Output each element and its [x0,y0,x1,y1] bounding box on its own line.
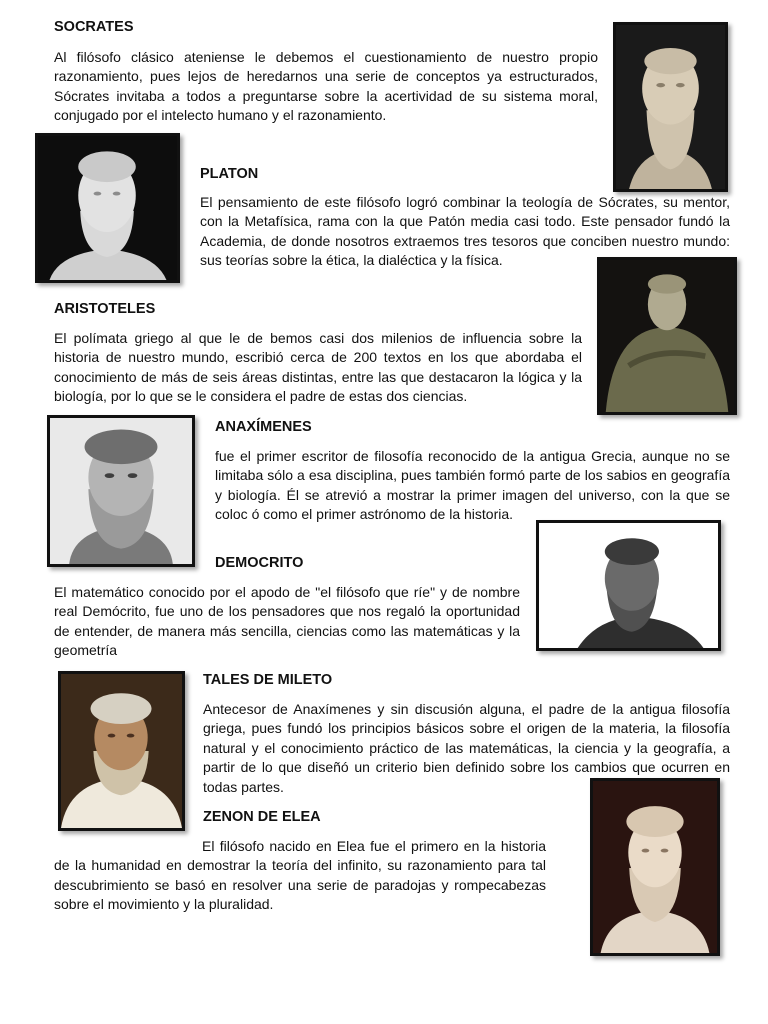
paragraph-democrito: El matemático conocido por el apodo de "el filósofo que ríe" y de nombre real Demócrito, fue uno de los pensadores que nos regaló la oportunidad de entender, de manera más sencilla, ciencias como las matemáticas y la geometría [54,584,520,659]
portrait-democrito [536,520,721,651]
paragraph-tales-de-mileto: Antecesor de Anaxímenes y sin discusión alguna, el padre de la antigua filosofía griega, pues fundó los principios básicos sobre el origen de la materia, la filosofía natural y el conocimiento práctico de las matemáticas, la ciencia y la geografía, a partir de lo que diseñó un criterio bien definido sobre los cambios que ocurren en todas partes. [203,701,730,795]
heading-anaximenes: ANAXÍMENES [215,419,312,435]
heading-socrates: SOCRATES [54,19,134,35]
portrait-anaximenes [47,415,195,567]
heading-democrito: DEMOCRITO [215,555,304,571]
portrait-platon [35,133,180,283]
portrait-aristoteles [597,257,737,415]
portrait-zenon-de-elea [590,778,720,956]
portrait-tales-de-mileto [58,671,185,831]
paragraph-anaximenes: fue el primer escritor de filosofía reconocido de la antigua Grecia, aunque no se limitaba sólo a esa disciplina, pues también formó parte de los sabios en geografía y biología. Él se atrevió a mostrar la primer imagen del universo, con la que se coloc ó como el primer astrónomo de la historia. [215,448,730,523]
paragraph-zenon-de-elea: El filósofo nacido en Elea fue el primero en la historia de la humanidad en demostrar la teoría del infinito, su razonamiento para tal descubrimiento se basó en resolver una serie de paradojas y rompecabezas sobre el movimiento y la pluralidad. [54,838,546,913]
heading-tales-de-mileto: TALES DE MILETO [203,672,333,688]
heading-platon: PLATON [200,166,259,182]
paragraph-socrates: Al filósofo clásico ateniense le debemos el cuestionamiento de nuestro propio razonamiento, pues lejos de heredarnos una serie de conceptos ya estructurados, Sócrates invitaba a todos a preguntarse sobre la acertividad de su sistema moral, conjugado por el intelecto humano y el razonamiento. [54,49,598,124]
heading-aristoteles: ARISTOTELES [54,301,156,317]
heading-zenon-de-elea: ZENON DE ELEA [203,809,321,825]
paragraph-aristoteles: El polímata griego al que le de bemos casi dos milenios de influencia sobre la historia de nuestro mundo, escribió cerca de 200 textos en los que abordaba el conocimiento de más de seis áreas distintas, entre las que destacaron la lógica y la biología, por lo que se le considera el padre de estas dos ciencias. [54,330,582,405]
portrait-socrates [613,22,728,192]
paragraph-platon: El pensamiento de este filósofo logró combinar la teología de Sócrates, su mentor, con la Metafísica, rama con la que Patón media casi todo. Este pensador fundó la Academia, de donde nosotros extraemos tres tesoros que conciben nuestro mundo: sus teorías sobre la ética, la dialéctica y la física. [200,194,730,269]
